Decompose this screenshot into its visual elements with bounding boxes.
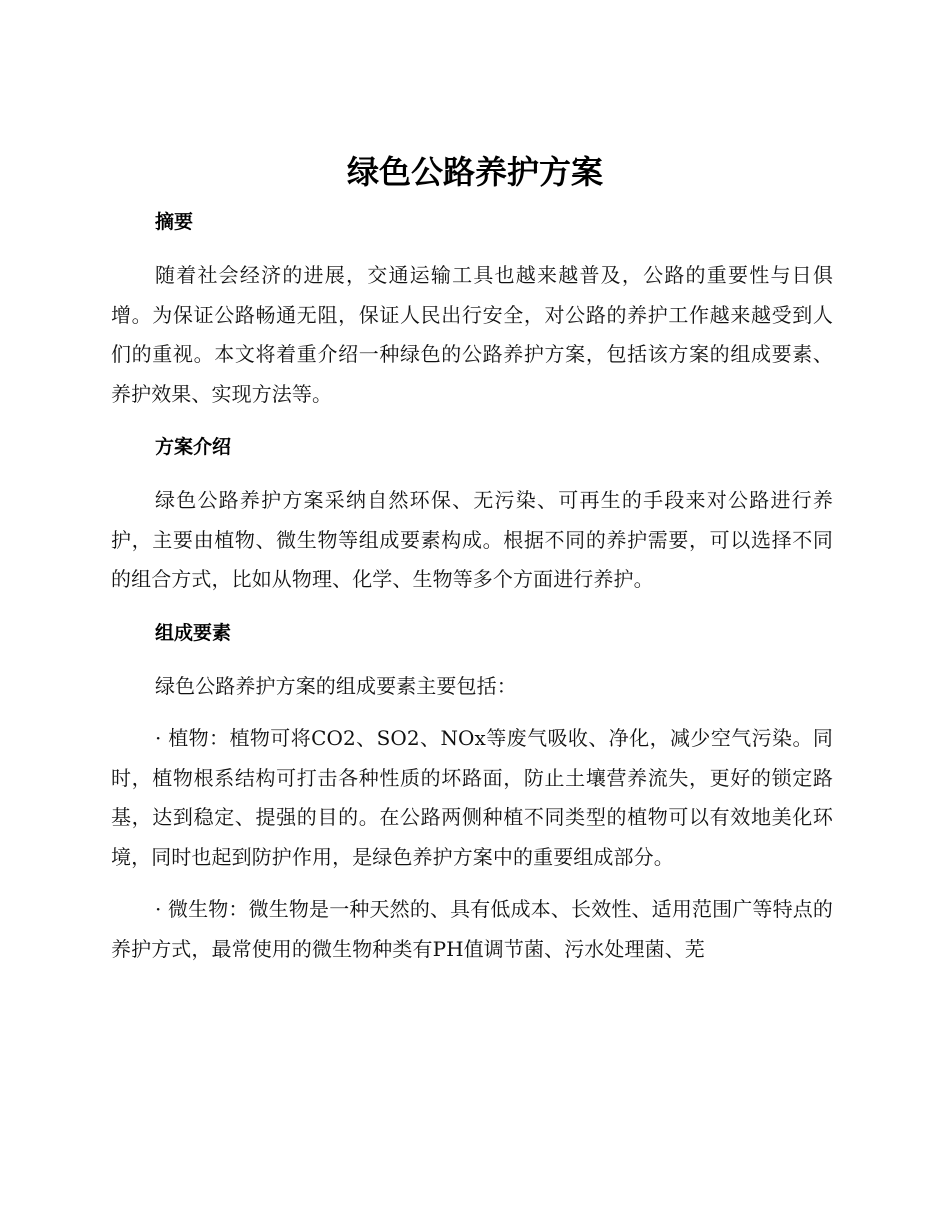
intro-paragraph: 绿色公路养护方案采纳自然环保、无污染、可再生的手段来对公路进行养护，主要由植物、微生物等组成要素构成。根据不同的养护需要，可以选择不同的组合方式，比如从物理、化学、生物等多个方面进行养护。 — [111, 488, 833, 591]
abstract-heading: 摘要 — [155, 211, 194, 233]
plants-list-item: · 植物：植物可将CO2、SO2、NOx等废气吸收、净化，减少空气污染。同时，植物根系结构可打击各种性质的坏路面，防止土壤营养流失，更好的锁定路基，达到稳定、提强的目的。在公路两侧种植不同类型的植物可以有效地美化环境，同时也起到防护作用，是绿色养护方案中的重要组成部分。 — [111, 726, 833, 869]
document-title: 绿色公路养护方案 — [346, 153, 603, 191]
microbes-list-item: · 微生物：微生物是一种天然的、具有低成本、长效性、适用范围广等特点的养护方式，最常使用的微生物种类有PH值调节菌、污水处理菌、芜 — [111, 897, 833, 961]
intro-heading: 方案介绍 — [155, 436, 232, 458]
components-intro-paragraph: 绿色公路养护方案的组成要素主要包括： — [155, 673, 517, 698]
components-heading: 组成要素 — [155, 621, 232, 644]
document-body — [111, 200, 833, 969]
abstract-paragraph: 随着社会经济的进展，交通运输工具也越来越普及，公路的重要性与日俱增。为保证公路畅通无阻，保证人民出行安全，对公路的养护工作越来越受到人们的重视。本文将着重介绍一种绿色的公路养护方案，包括该方案的组成要素、养护效果、实现方法等。 — [111, 263, 833, 406]
